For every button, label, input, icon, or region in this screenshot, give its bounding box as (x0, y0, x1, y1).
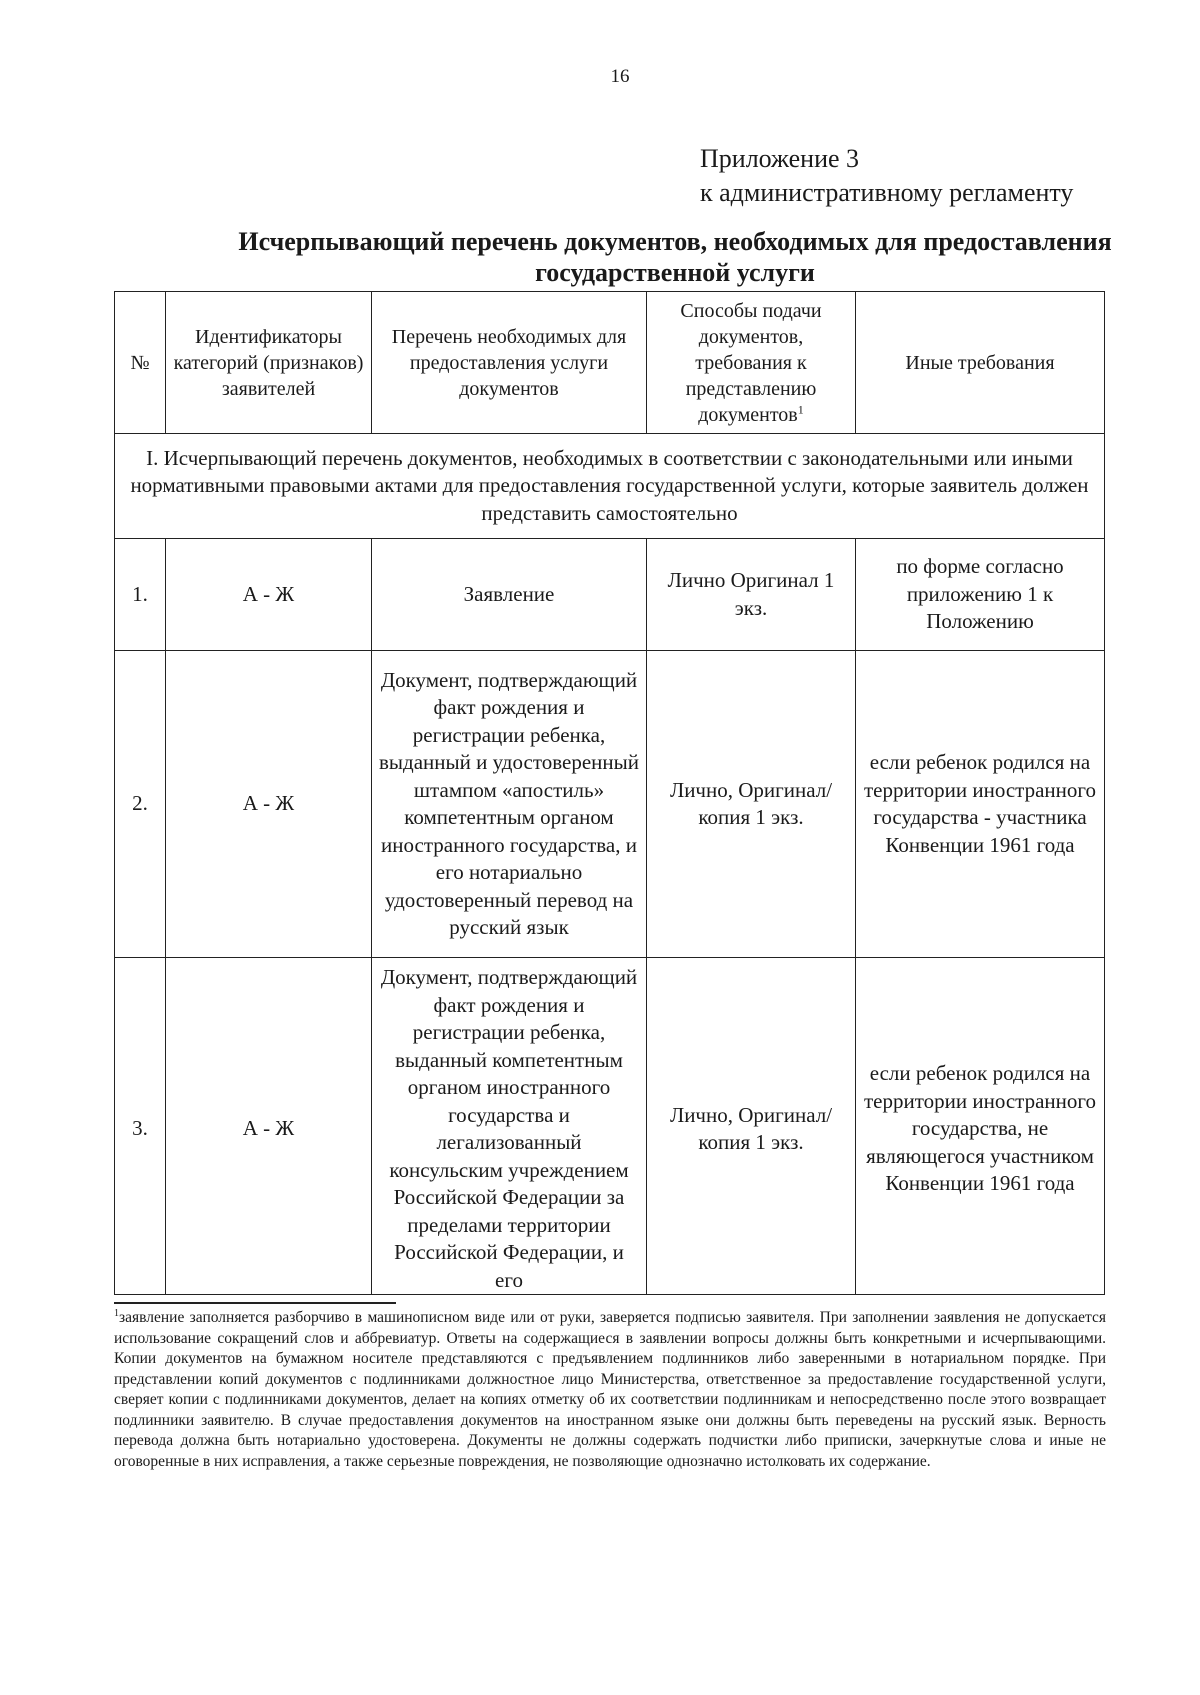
row-other-requirements: если ребенок родился на территории иностранного государства, не являющегося участником Конвенции 1961 года (856, 958, 1105, 1295)
annex-title: Приложение 3 (700, 144, 860, 173)
row-document: Заявление (372, 539, 647, 651)
documents-table (114, 291, 1105, 1295)
table-row (115, 539, 1105, 651)
row-method: Лично, Оригинал/копия 1 экз. (647, 651, 856, 958)
header-methods (647, 292, 856, 434)
header-methods-text: Способы подачи документов, требования к представлению документов (680, 299, 822, 426)
annex-reference (700, 142, 1073, 210)
header-documents: Перечень необходимых для предоставления услуги документов (372, 292, 647, 434)
table-row (115, 958, 1105, 1295)
footnote (114, 1308, 1106, 1472)
row-document: Документ, подтверждающий факт рождения и регистрации ребенка, выданный компетентным органом иностранного государства и легализованный консульским учреждением Российской Федерации за пределами территории Российской Федерации, и его (372, 958, 647, 1295)
footnote-mark: 1 (797, 401, 804, 416)
table-header-row (115, 292, 1105, 434)
header-number: № (115, 292, 166, 434)
row-category: А - Ж (166, 958, 372, 1295)
row-method: Лично Оригинал 1 экз. (647, 539, 856, 651)
row-other-requirements: по форме согласно приложению 1 к Положению (856, 539, 1105, 651)
header-other-requirements: Иные требования (856, 292, 1105, 434)
footnote-text: заявление заполняется разборчиво в машинописном виде или от руки, заверяется подписью заявителя. При заполнении заявления не допускается использование сокращений слов и аббревиатур. Ответы на содержащиеся в заявлении вопросы должны быть конкретными и исчерпывающими. Копии документов на бумажном носителе представляются с предъявлением подлинников либо заверенными в нотариальном порядке. При представлении копий документов с подлинниками должностное лицо Министерства, ответственное за предоставление государственной услуги, сверяет копии с подлинниками документов, делает на копиях отметку об их соответствии подлинникам и непосредственно после этого возвращает подлинники заявителю. В случае предоставления документов на иностранном языке они должны быть переведены на русский язык. Верность перевода должна быть нотариально удостоверена. Документы не должны содержать подчистки либо приписки, зачеркнутые слова и иные не оговоренные в них исправления, а также серьезные повреждения, не позволяющие однозначно истолковать их содержание. (114, 1309, 1106, 1470)
footnote-separator (114, 1302, 396, 1304)
row-method: Лично, Оригинал/копия 1 экз. (647, 958, 856, 1295)
row-category: А - Ж (166, 539, 372, 651)
row-number: 1. (115, 539, 166, 651)
footnote-number: 1 (114, 1307, 119, 1319)
row-number: 3. (115, 958, 166, 1295)
table-row (115, 651, 1105, 958)
row-document: Документ, подтверждающий факт рождения и регистрации ребенка, выданный и удостоверенный штампом «апостиль» компетентным органом иностранного государства, и его нотариально удостоверенный перевод на русский язык (372, 651, 647, 958)
row-other-requirements: если ребенок родился на территории иностранного государства - участника Конвенции 1961 года (856, 651, 1105, 958)
document-title-line-2: государственной услуги (535, 258, 815, 287)
document-title (110, 226, 1200, 288)
row-category: А - Ж (166, 651, 372, 958)
row-number: 2. (115, 651, 166, 958)
document-title-line-1: Исчерпывающий перечень документов, необходимых для предоставления (238, 227, 1112, 256)
page-number: 16 (610, 66, 630, 87)
section-row (115, 434, 1105, 539)
annex-subtitle: к административному регламенту (700, 178, 1074, 207)
header-categories: Идентификаторы категорий (признаков) заявителей (166, 292, 372, 434)
section-title: I. Исчерпывающий перечень документов, необходимых в соответствии с законодательными или иными нормативными правовыми актами для предоставления государственной услуги, которые заявитель должен представить самостоятельно (115, 434, 1105, 539)
